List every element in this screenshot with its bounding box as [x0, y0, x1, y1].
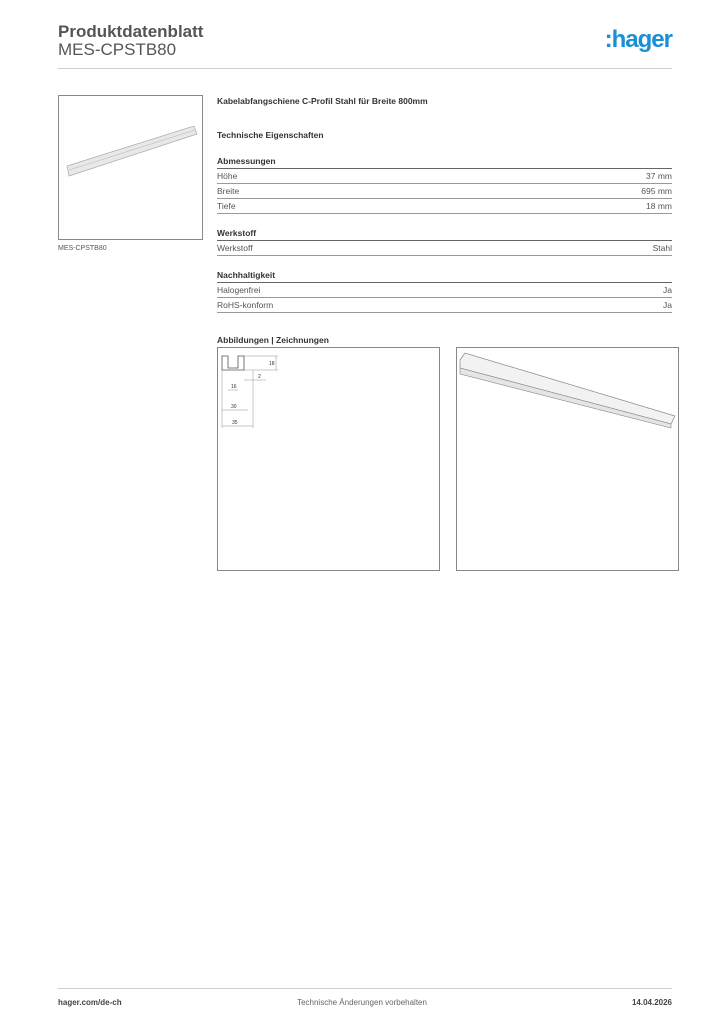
spec-value: Ja: [663, 300, 672, 310]
product-image: [58, 95, 203, 240]
spec-label: Tiefe: [217, 201, 236, 211]
dim-35: 35: [232, 420, 238, 426]
spec-label: Höhe: [217, 171, 238, 181]
product-drawing: [456, 347, 679, 571]
spec-value: 18 mm: [646, 201, 672, 211]
dim-30: 30: [231, 404, 237, 410]
dim-18: 18: [269, 361, 275, 367]
spec-row: [217, 199, 672, 214]
spec-value: Ja: [663, 285, 672, 295]
spec-label: Werkstoff: [217, 243, 253, 253]
dim-16: 16: [231, 384, 237, 390]
footer-website[interactable]: hager.com/de-ch: [58, 998, 122, 1007]
header-divider: [58, 68, 672, 69]
dim-2: 2: [258, 374, 261, 380]
article-number: MES-CPSTB80: [58, 40, 177, 59]
footer-divider: [58, 988, 672, 989]
footer-note: Technische Änderungen vorbehalten: [297, 998, 427, 1007]
section-heading: Nachhaltigkeit: [217, 270, 672, 283]
spec-row: [217, 169, 672, 184]
drawings-heading: Abbildungen | Zeichnungen: [217, 335, 329, 345]
page-title: Produktdatenblatt: [58, 22, 204, 41]
spec-value: Stahl: [652, 243, 672, 253]
spec-value: 695 mm: [641, 186, 672, 196]
dimension-drawing: [217, 347, 440, 571]
spec-row: [217, 184, 672, 199]
product-name: Kabelabfangschiene C-Profil Stahl für Breite 800mm: [217, 96, 428, 106]
image-caption: MES-CPSTB80: [58, 245, 107, 252]
spec-row: [217, 241, 672, 256]
spec-row: [217, 283, 672, 298]
tech-heading: Technische Eigenschaften: [217, 130, 324, 140]
section-heading: Abmessungen: [217, 156, 672, 169]
footer-date: 14.04.2026: [631, 998, 672, 1007]
section-heading: Werkstoff: [217, 228, 672, 241]
spec-label: Breite: [217, 186, 240, 196]
spec-value: 37 mm: [646, 171, 672, 181]
specs: [217, 96, 672, 345]
spec-label: Halogenfrei: [217, 285, 261, 295]
hager-logo: :hager: [604, 26, 672, 53]
spec-label: RoHS-konform: [217, 300, 274, 310]
spec-row: [217, 298, 672, 313]
